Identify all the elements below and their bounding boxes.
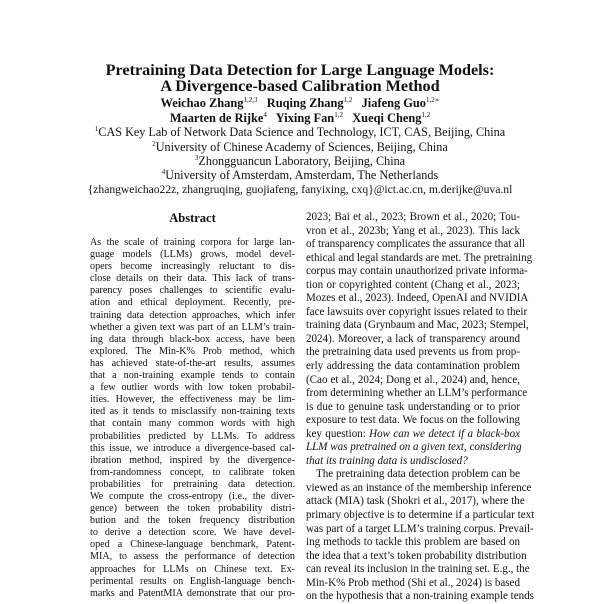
abstract-line: perimental results on English-language bench- bbox=[90, 575, 295, 587]
body-line bbox=[306, 495, 525, 509]
body-text: corpus may contain unauthorized private informa- bbox=[306, 265, 528, 278]
body-text: viewed as an instance of the membership inference bbox=[306, 481, 532, 494]
italic-research-question: How can we detect if a black-box bbox=[369, 427, 520, 440]
affiliation-1 bbox=[0, 125, 600, 140]
body-text: of transparency complicates the assurance that all bbox=[306, 238, 526, 251]
body-text: (Cao et al., 2024; Dong et al., 2024) and, hence, bbox=[306, 373, 520, 386]
body-line bbox=[306, 251, 533, 266]
body-line bbox=[306, 563, 530, 577]
affiliation-2 bbox=[0, 140, 600, 155]
body-line bbox=[306, 360, 520, 374]
author-name: Maarten de Rijke bbox=[169, 111, 264, 126]
author-affiliation: 1,2 bbox=[421, 111, 431, 119]
abstract-line: gence) between the token probability distri- bbox=[90, 503, 295, 515]
body-text: face lawsuits over copyright issues related to their bbox=[306, 305, 528, 318]
body-text: training data (Grynbaum and Mac, 2023; Stempel, bbox=[306, 319, 529, 332]
body-line bbox=[306, 441, 520, 455]
affiliation-text: CAS Key Lab of Network Data Science and Technology, ICT, CAS, Beijing, China bbox=[98, 125, 506, 140]
abstract-line: that contain many common words with high bbox=[90, 418, 295, 430]
abstract-line: a few outlier words with low token probabil- bbox=[90, 382, 295, 394]
body-line bbox=[306, 387, 528, 401]
abstract-line: ities. However, the effectiveness may be lim- bbox=[90, 394, 295, 406]
author-affiliation: 1,2 bbox=[334, 111, 343, 119]
body-line bbox=[306, 279, 520, 293]
body-line bbox=[306, 577, 520, 591]
abstract-line: ited as it tends to misclassify non-training texts bbox=[90, 406, 295, 418]
abstract-line: close details on their data. This lack of trans- bbox=[90, 273, 295, 285]
body-line bbox=[306, 238, 526, 252]
abstract-line: this issue, we introduce a divergence-based cal- bbox=[90, 442, 295, 454]
body-line bbox=[306, 468, 520, 482]
body-line bbox=[306, 536, 520, 550]
abstract-line: ibration method, inspired by the divergence- bbox=[90, 454, 295, 466]
author-name: Yixing Fan bbox=[275, 111, 335, 126]
body-line bbox=[306, 305, 528, 320]
abstract-line: explored. The Min-K% Prob method, which bbox=[90, 345, 295, 357]
body-text: primary objective is to determine if a particular text bbox=[306, 509, 535, 522]
abstract-line: bution and the token frequency distribution bbox=[90, 515, 295, 527]
author-name: Jiafeng Guo bbox=[361, 96, 426, 111]
abstract-line: parency poses challenges to scientific evalu- bbox=[90, 285, 295, 297]
body-line bbox=[306, 265, 528, 279]
author-line-2 bbox=[0, 111, 600, 126]
body-text: Mozes et al., 2023). Indeed, OpenAI and NVIDIA bbox=[306, 292, 529, 305]
abstract-line: ing data through black-box access, have been bbox=[90, 333, 295, 345]
body-line bbox=[306, 319, 529, 333]
body-text: erly addressing the data contamination problem bbox=[306, 360, 520, 373]
body-text: tion or copyrighted content (Chang et al., 2023; bbox=[306, 278, 520, 291]
body-text: vron et al., 2023b; Yang et al., 2023). This lack bbox=[306, 224, 520, 237]
affiliation-3 bbox=[0, 154, 600, 169]
body-line bbox=[306, 346, 520, 360]
abstract-line: probabilities predicted by LLMs. To address bbox=[90, 430, 295, 442]
body-text: Min-K% Prob method (Shi et al., 2024) is based bbox=[306, 576, 520, 589]
author-name: Weichao Zhang bbox=[160, 96, 244, 111]
italic-research-question: that its training data is undisclosed? bbox=[306, 454, 468, 467]
abstract-text bbox=[90, 237, 295, 600]
body-text: The pretraining data detection problem can be bbox=[316, 468, 520, 481]
body-line bbox=[306, 401, 520, 415]
author-affiliation: 1,2,3 bbox=[243, 96, 258, 104]
body-line bbox=[306, 414, 520, 428]
affiliation-text: University of Amsterdam, Amsterdam, The Netherlands bbox=[165, 168, 439, 183]
abstract-line: MIA, to assess the performance of detection bbox=[90, 551, 295, 563]
body-text: the idea that a text’s token probability distribution bbox=[306, 549, 527, 562]
body-line bbox=[306, 374, 520, 388]
affiliation-number: 2 bbox=[152, 140, 156, 148]
abstract-line: from-randomness concept, to calibrate token bbox=[90, 466, 295, 478]
body-text: the pretraining data used prevents us from prop- bbox=[306, 346, 520, 359]
body-line bbox=[306, 211, 520, 225]
body-line bbox=[306, 590, 534, 604]
author-affiliation: 1,2 bbox=[343, 96, 353, 104]
body-text: exposure to test data. We focus on the following bbox=[306, 414, 520, 427]
paper-title-line-2: A Divergence-based Calibration Method bbox=[160, 77, 440, 95]
abstract-line: has achieved state-of-the-art results, assumes bbox=[90, 357, 295, 369]
body-text: attack (MIA) task (Shokri et al., 2017), where the bbox=[306, 495, 525, 508]
author-affiliation: 4 bbox=[263, 111, 267, 119]
body-text: from determining whether an LLM’s performance bbox=[306, 387, 528, 400]
body-line bbox=[306, 225, 520, 239]
author-line-1 bbox=[0, 96, 600, 111]
author-affiliation: 1,2∗ bbox=[425, 96, 440, 104]
body-text: can reveal its inclusion in the training set. E.g., the bbox=[306, 563, 530, 576]
abstract-line: opers become increasingly reluctant to dis- bbox=[90, 261, 295, 273]
body-text: 2023; Bai et al., 2023; Brown et al., 2020; Tou- bbox=[306, 211, 520, 223]
body-line bbox=[306, 522, 534, 537]
abstract-line: As the scale of training corpora for large lan- bbox=[90, 237, 295, 248]
paper-title-line-1: Pretraining Data Detection for Large Language Models: bbox=[105, 61, 495, 79]
body-line bbox=[306, 428, 520, 442]
italic-research-question: LLM was pretrained on a given text, considering bbox=[306, 441, 522, 454]
body-text: on the hypothesis that a non-training example tends bbox=[306, 590, 534, 603]
affiliation-number: 3 bbox=[194, 154, 199, 162]
abstract-line: training data detection approaches, which infer bbox=[90, 309, 295, 321]
author-name: Xueqi Cheng bbox=[352, 111, 422, 126]
abstract-line: We compute the cross-entropy (i.e., the diver- bbox=[90, 490, 295, 502]
affiliation-number: 4 bbox=[161, 168, 166, 176]
abstract-line: probabilities for pretraining data detection. bbox=[90, 478, 295, 490]
abstract-line: approaches for LLMs on Chinese text. Ex- bbox=[90, 563, 295, 575]
body-line bbox=[306, 292, 529, 306]
abstract-line: marks and PatentMIA demonstrate that our pro- bbox=[90, 587, 295, 599]
body-line bbox=[306, 509, 535, 523]
introduction-text bbox=[306, 211, 535, 604]
abstract-line: guage models (LLMs) grows, model devel- bbox=[90, 249, 295, 261]
body-line bbox=[306, 455, 520, 469]
abstract-line: to derive a detection score. We have devel- bbox=[90, 527, 295, 539]
body-text: ing methods to tackle this problem are based on bbox=[306, 536, 520, 549]
body-line bbox=[306, 481, 532, 496]
affiliation-text: Zhongguancun Laboratory, Beijing, China bbox=[198, 154, 406, 169]
body-line bbox=[306, 549, 527, 564]
affiliation-4 bbox=[0, 168, 600, 183]
abstract-line: whether a given text was part of an LLM’s train- bbox=[90, 321, 295, 333]
body-text: 2024). Moreover, a lack of transparency around bbox=[306, 332, 520, 345]
author-emails: {zhangweichao22z, zhangruqing, guojiafeng, fanyixing, cxq}@ict.ac.cn, m.derijke@uva.nl bbox=[87, 183, 513, 196]
affiliation-text: University of Chinese Academy of Sciences, Beijing, China bbox=[155, 140, 448, 155]
abstract-heading: Abstract bbox=[169, 211, 216, 225]
abstract-line: that a non-training example tends to contain bbox=[90, 370, 295, 382]
body-text: is due to genuine task understanding or to prior bbox=[306, 400, 520, 413]
abstract-line: ation and ethical deployment. Recently, pre- bbox=[90, 297, 295, 309]
body-text: key question: bbox=[306, 427, 370, 440]
body-line bbox=[306, 333, 520, 347]
body-text: ethical and legal standards are met. The pretraining bbox=[306, 251, 533, 264]
body-text: was part of a target LLM’s training corpus. Prevail- bbox=[306, 522, 534, 535]
affiliation-number: 1 bbox=[94, 125, 99, 133]
abstract-line: oped a Chinese-language benchmark, Patent- bbox=[90, 539, 295, 551]
author-name: Ruqing Zhang bbox=[266, 96, 344, 111]
